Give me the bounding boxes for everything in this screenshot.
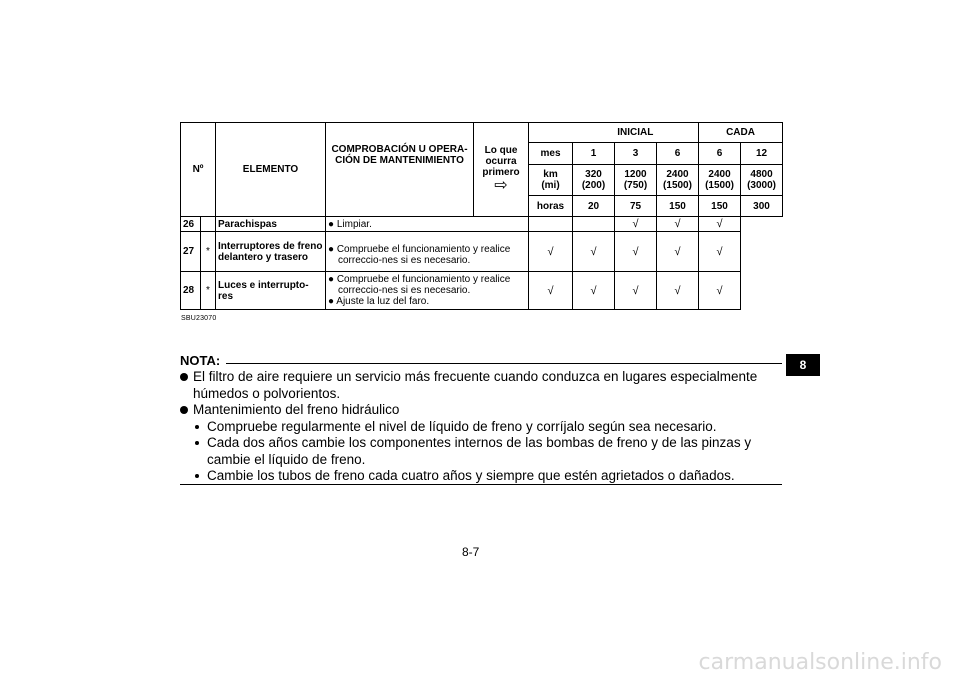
notes-list	[180, 369, 784, 485]
row-number: 26	[181, 217, 201, 232]
check-cell	[529, 217, 573, 232]
note-text: Compruebe regularmente el nivel de líquido de freno y corríjalo según sea necesario.	[207, 418, 717, 434]
bullet-icon	[180, 406, 188, 414]
check-cell: √	[699, 232, 741, 272]
row-asterisk: *	[201, 272, 216, 310]
header-every: CADA	[699, 123, 783, 143]
check-cell: √	[699, 272, 741, 310]
row-actions	[326, 232, 529, 272]
row-actions	[326, 217, 529, 232]
bullet-icon	[180, 373, 188, 381]
divider	[180, 484, 782, 485]
note-text: Cambie los tubos de freno cada cuatro años y siempre que estén agrietados o dañados.	[207, 468, 735, 483]
sub-list-item	[180, 468, 784, 485]
mes-value: 1	[573, 143, 615, 165]
km-value: 2400 (1500)	[657, 165, 699, 196]
header-initial: INICIAL	[573, 123, 699, 143]
row-element: Luces e interrupto-res	[216, 272, 326, 310]
header-whichever-text: Lo que ocurra primero	[482, 145, 520, 178]
watermark: carmanualsonline.info	[698, 650, 942, 675]
table-row	[181, 232, 783, 272]
action-item: ● Compruebe el funcionamiento y realice correccio-nes si es necesario.	[328, 243, 511, 266]
row-asterisk	[201, 217, 216, 232]
km-value: 320 (200)	[573, 165, 615, 196]
horas-value: 300	[741, 196, 783, 217]
table-row	[181, 272, 783, 310]
mes-value: 12	[741, 143, 783, 165]
check-cell: √	[657, 217, 699, 232]
maintenance-table	[180, 122, 783, 310]
sub-list-item	[180, 419, 784, 436]
check-cell: √	[657, 272, 699, 310]
check-cell: √	[529, 272, 573, 310]
check-cell: √	[615, 232, 657, 272]
divider	[226, 363, 782, 364]
check-cell: √	[573, 272, 615, 310]
nota-title: NOTA:	[180, 353, 221, 368]
row-number: 27	[181, 232, 201, 272]
check-cell: √	[615, 217, 657, 232]
check-cell: √	[573, 232, 615, 272]
header-km: km (mi)	[529, 165, 573, 196]
list-item	[180, 402, 784, 419]
horas-value: 150	[699, 196, 741, 217]
row-asterisk: *	[201, 232, 216, 272]
bullet-icon	[195, 441, 199, 445]
bullet-icon	[195, 425, 199, 429]
mes-value: 3	[615, 143, 657, 165]
mes-value: 6	[657, 143, 699, 165]
note-text: Cada dos años cambie los componentes internos de las bombas de freno y de las pinzas y cambie el líquido de freno.	[207, 435, 752, 467]
row-element: Parachispas	[216, 217, 326, 232]
action-item: ● Compruebe el funcionamiento y realice correccio-nes si es necesario.	[328, 274, 511, 296]
header-check: COMPROBACIÓN U OPERA-CIÓN DE MANTENIMIENTO	[326, 123, 474, 217]
horas-value: 150	[657, 196, 699, 217]
km-value: 4800 (3000)	[741, 165, 783, 196]
mes-value: 6	[699, 143, 741, 165]
row-actions	[326, 272, 529, 310]
sub-list-item	[180, 435, 784, 468]
km-value: 2400 (1500)	[699, 165, 741, 196]
arrow-right-icon: ⇨	[494, 177, 508, 194]
horas-value: 20	[573, 196, 615, 217]
row-number: 28	[181, 272, 201, 310]
check-cell	[573, 217, 615, 232]
check-cell: √	[529, 232, 573, 272]
chapter-tab: 8	[786, 354, 820, 376]
table-row	[181, 217, 783, 232]
header-element: ELEMENTO	[216, 123, 326, 217]
header-no: Nº	[181, 123, 216, 217]
km-value: 1200 (750)	[615, 165, 657, 196]
header-horas: horas	[529, 196, 573, 217]
list-item	[180, 369, 784, 402]
action-item: ● Ajuste la luz del faro.	[328, 296, 430, 307]
check-cell: √	[657, 232, 699, 272]
check-cell: √	[615, 272, 657, 310]
note-text: Mantenimiento del freno hidráulico	[193, 402, 400, 417]
row-element: Interruptores de freno delantero y trasero	[216, 232, 326, 272]
header-whichever	[474, 123, 529, 217]
horas-value: 75	[615, 196, 657, 217]
bullet-icon	[195, 474, 199, 478]
action-item: ● Limpiar.	[328, 218, 372, 230]
header-mes: mes	[529, 143, 573, 165]
page-number: 8-7	[462, 545, 480, 559]
check-cell: √	[699, 217, 741, 232]
note-text: El filtro de aire requiere un servicio más frecuente cuando conduzca en lugares especialmente húmedos o polvorientos.	[193, 369, 758, 401]
document-code: SBU23070	[181, 315, 217, 322]
